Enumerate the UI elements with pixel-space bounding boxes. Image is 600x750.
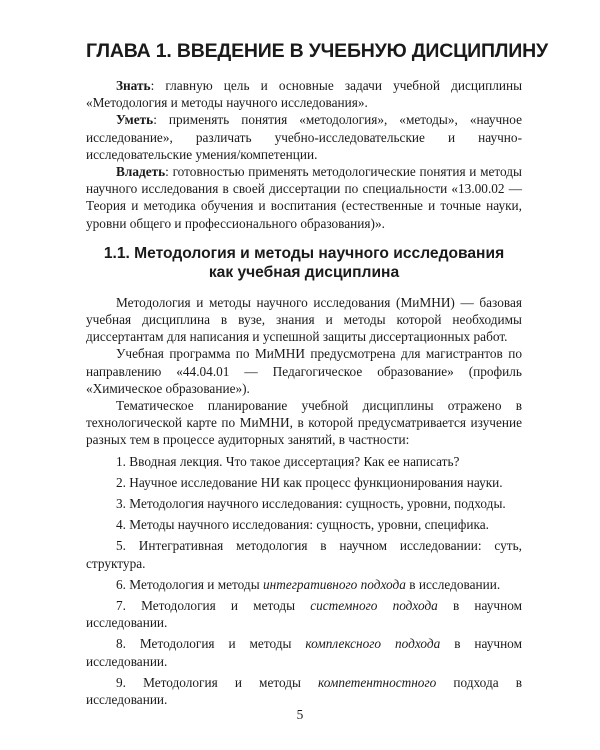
paragraph-planning: Тематическое планирование учебной дисциплины отражено в технологической карте по МиМНИ, в которой предусматривается изучение разных тем в процессе аудиторных занятий, в частности:: [86, 398, 522, 448]
topic-item-9-pre: 9. Методология и методы: [116, 674, 319, 690]
topic-item-1: 1. Вводная лекция. Что такое диссертация? Как ее написать?: [116, 453, 460, 469]
topic-item-6-pre: 6. Методология и методы: [116, 576, 263, 592]
topic-item-6-post: в исследовании.: [405, 576, 501, 592]
topic-item-6: [86, 576, 522, 593]
page-number: 5: [296, 707, 304, 722]
topic-item-7-emphasis: системного подхода: [310, 598, 438, 614]
competency-know: [86, 77, 522, 111]
topic-item-9-emphasis: компетентностного: [318, 674, 437, 690]
section-title: [86, 244, 522, 282]
topic-item-7-post: в научном исследовании.: [86, 598, 523, 631]
topic-item-8-emphasis: комплексного подхода: [305, 636, 441, 652]
topic-item-4: 4. Методы научного исследования: сущность, уровни, специфика.: [116, 517, 489, 533]
competency-can: [86, 111, 522, 163]
paragraph-intro: Методология и методы научного исследования (МиМНИ) — базовая учебная дисциплина в вузе, знания и методы которой необходимы диссертантам для написания и успешной защиты диссертационных работ.: [86, 294, 522, 345]
competency-know-label: Знать: [116, 78, 151, 93]
section-title-line-2: как учебная дисциплина: [208, 263, 400, 281]
competency-can-label: Уметь: [116, 112, 154, 128]
topic-item-5: 5. Интегративная методология в научном исследовании: суть, структура.: [86, 538, 522, 571]
competency-master-text: : готовностью применять методологические понятия и методы научного исследования в своей диссертации по специальности «13.00.02 — Теория и методика обучения и воспитания (естественные и точные науки, уровни общего и профессионального образования)».: [86, 164, 522, 231]
competency-can-text: : применять понятия «методология», «методы», «научное исследование», различать учебно-исследовательские и научно-исследовательские умения/компетенции.: [86, 112, 522, 162]
topic-item-7: [86, 597, 522, 631]
topic-item-2: 2. Научное исследование НИ как процесс функционирования науки.: [116, 474, 503, 490]
competency-master-label: Владеть: [116, 164, 166, 180]
topic-item-3: 3. Методология научного исследования: сущность, уровни, подходы.: [116, 496, 506, 512]
topic-item-6-emphasis: интегративного подхода: [262, 576, 406, 592]
section-title-line-1: 1.1. Методология и методы научного исследования: [103, 244, 505, 262]
topic-item-8-pre: 8. Методология и методы: [116, 636, 306, 652]
topic-item-9-post: подхода в исследовании.: [86, 674, 522, 708]
topic-item-7-pre: 7. Методология и методы: [116, 598, 311, 614]
competency-know-text: : главную цель и основные задачи учебной дисциплины «Методология и методы научного исследования».: [86, 78, 522, 111]
chapter-title: ГЛАВА 1. ВВЕДЕНИЕ В УЧЕБНУЮ ДИСЦИПЛИНУ: [86, 40, 548, 62]
topic-item-8-post: в научном исследовании.: [86, 636, 522, 669]
paragraph-program: Учебная программа по МиМНИ предусмотрена для магистрантов по направлению «44.04.01 — Педагогическое образование» (профиль «Химическое образование»).: [86, 346, 522, 396]
topic-item-8: [86, 635, 522, 669]
topic-item-9: [86, 674, 522, 708]
competency-master: [86, 163, 522, 232]
